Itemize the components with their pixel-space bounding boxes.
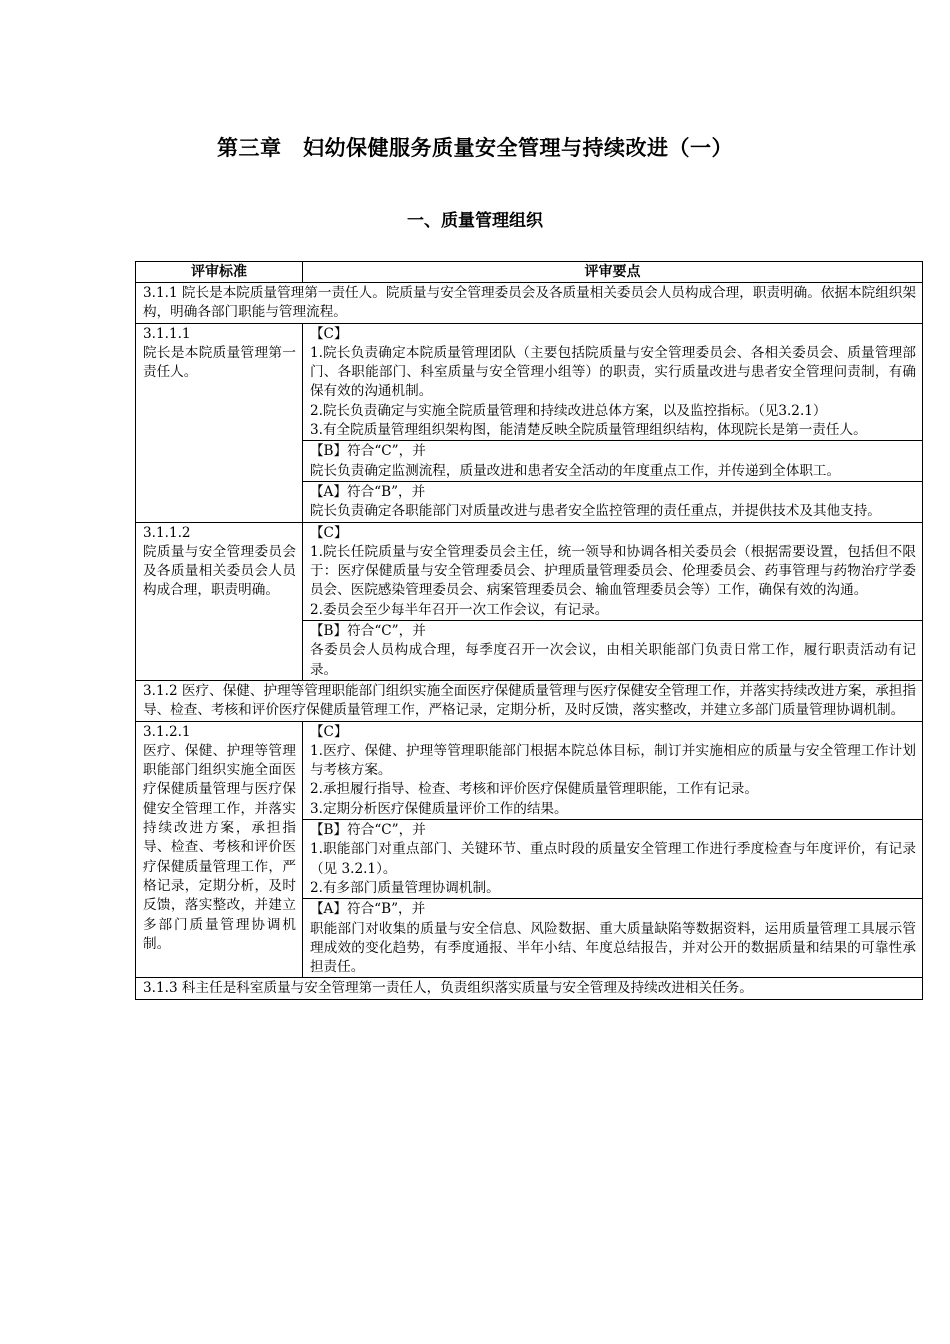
clause-row [136, 978, 923, 999]
clause-row [136, 680, 923, 721]
grade-heading: 【C】 [309, 524, 348, 541]
grade-point: 1.院长负责确定本院质量管理团队（主要包括院质量与安全管理委员会、各相关委员会、质量管理部门、各职能部门、科室质量与安全管理小组等）的职责，实行质量改进与患者安全管理问责制，有确保有效的沟通机制。 [309, 344, 916, 400]
grade-heading: 【C】 [309, 325, 348, 342]
grade-point: 1.职能部门对重点部门、关键环节、重点时段的质量安全管理工作进行季度检查与年度评价，有记录（见 3.2.1）。 [309, 841, 916, 877]
grade-cell [302, 621, 922, 681]
item-grade-row [136, 522, 923, 620]
standard-title: 院质量与安全管理委员会及各质量相关委员会人员构成合理，职责明确。 [143, 543, 296, 599]
standard-cell [136, 522, 303, 680]
clause-text: 3.1.2 医疗、保健、护理等管理职能部门组织实施全面医疗保健质量管理与医疗保健安全管理工作，并落实持续改进方案，承担指导、检查、考核和评价医疗保健质量管理工作，严格记录，定期分析，及时反馈，落实整改，并建立多部门质量管理协调机制。 [136, 680, 923, 721]
grade-cell [302, 820, 922, 899]
header-points: 评审要点 [302, 262, 922, 283]
grade-point: 2.院长负责确定与实施全院质量管理和持续改进总体方案，以及监控指标。（见3.2.1） [309, 402, 827, 419]
grade-point: 2.有多部门质量管理协调机制。 [309, 879, 500, 896]
section-title: 一、质量管理组织 [407, 211, 543, 231]
review-standards-table [135, 261, 923, 1000]
grade-cell [302, 441, 922, 482]
item-grade-row [136, 721, 923, 819]
item-grade-row [136, 323, 923, 441]
grade-cell [302, 323, 922, 441]
grade-point: 1.医疗、保健、护理等管理职能部门根据本院总体目标，制订并实施相应的质量与安全管理工作计划与考核方案。 [309, 742, 916, 779]
grade-point: 3.定期分析医疗保健质量评价工作的结果。 [309, 800, 568, 817]
header-standard: 评审标准 [136, 262, 303, 283]
table-header-row [136, 262, 923, 283]
grade-heading: 【A】符合“B”，并 [309, 901, 426, 918]
grade-heading: 【B】符合“C”，并 [309, 623, 426, 640]
grade-point: 院长负责确定监测流程，质量改进和患者安全活动的年度重点工作，并传递到全体职工。 [309, 462, 841, 479]
standard-code: 3.1.1.2 [143, 524, 191, 541]
grade-cell [302, 522, 922, 620]
grade-cell [302, 899, 922, 978]
clause-text: 3.1.1 院长是本院质量管理第一责任人。院质量与安全管理委员会及各质量相关委员会人员构成合理，职责明确。依据本院组织架构，明确各部门职能与管理流程。 [136, 283, 923, 324]
grade-point: 院长负责确定各职能部门对质量改进与患者安全监控管理的责任重点，并提供技术及其他支持。 [309, 503, 881, 520]
grade-heading: 【A】符合“B”，并 [309, 483, 426, 500]
standard-title: 医疗、保健、护理等管理职能部门组织实施全面医疗保健质量管理与医疗保健安全管理工作，并落实持续改进方案，承担指导、检查、考核和评价医疗保健质量管理工作，严格记录，定期分析，及时反馈，落实整改，并建立多部门质量管理协调机制。 [143, 742, 296, 952]
standard-cell [136, 323, 303, 522]
grade-heading: 【B】符合“C”，并 [309, 443, 426, 460]
clause-text: 3.1.3 科主任是科室质量与安全管理第一责任人，负责组织落实质量与安全管理及持续改进相关任务。 [136, 978, 923, 999]
grade-point: 3.有全院质量管理组织架构图，能清楚反映全院质量管理组织结构，体现院长是第一责任人。 [309, 422, 867, 439]
clause-row [136, 283, 923, 324]
grade-point: 各委员会人员构成合理，每季度召开一次会议，由相关职能部门负责日常工作，履行职责活动有记录。 [309, 642, 916, 678]
grade-heading: 【C】 [309, 723, 348, 740]
grade-point: 职能部门对收集的质量与安全信息、风险数据、重大质量缺陷等数据资料，运用质量管理工具展示管理成效的变化趋势，有季度通报、半年小结、年度总结报告，并对公开的数据质量和结果的可靠性承担责任。 [309, 920, 916, 976]
grade-point: 1.院长任院质量与安全管理委员会主任，统一领导和协调各相关委员会（根据需要设置，包括但不限于：医疗保健质量与安全管理委员会、护理质量管理委员会、伦理委员会、药事管理与药物治疗学委员会、医院感染管理委员会、病案管理委员会、输血管理委员会等）工作，确保有效的沟通。 [309, 543, 916, 599]
standard-title: 院长是本院质量管理第一责任人。 [143, 344, 296, 381]
standard-cell [136, 721, 303, 978]
grade-cell [302, 721, 922, 819]
page-title: 第三章 妇幼保健服务质量安全管理与持续改进（一） [217, 135, 733, 160]
grade-cell [302, 481, 922, 522]
grade-point: 2.承担履行指导、检查、考核和评价医疗保健质量管理职能，工作有记录。 [309, 781, 758, 798]
standard-code: 3.1.2.1 [143, 723, 191, 740]
standard-code: 3.1.1.1 [143, 325, 191, 342]
grade-point: 2.委员会至少每半年召开一次工作会议，有记录。 [309, 601, 609, 618]
grade-heading: 【B】符合“C”，并 [309, 822, 426, 839]
